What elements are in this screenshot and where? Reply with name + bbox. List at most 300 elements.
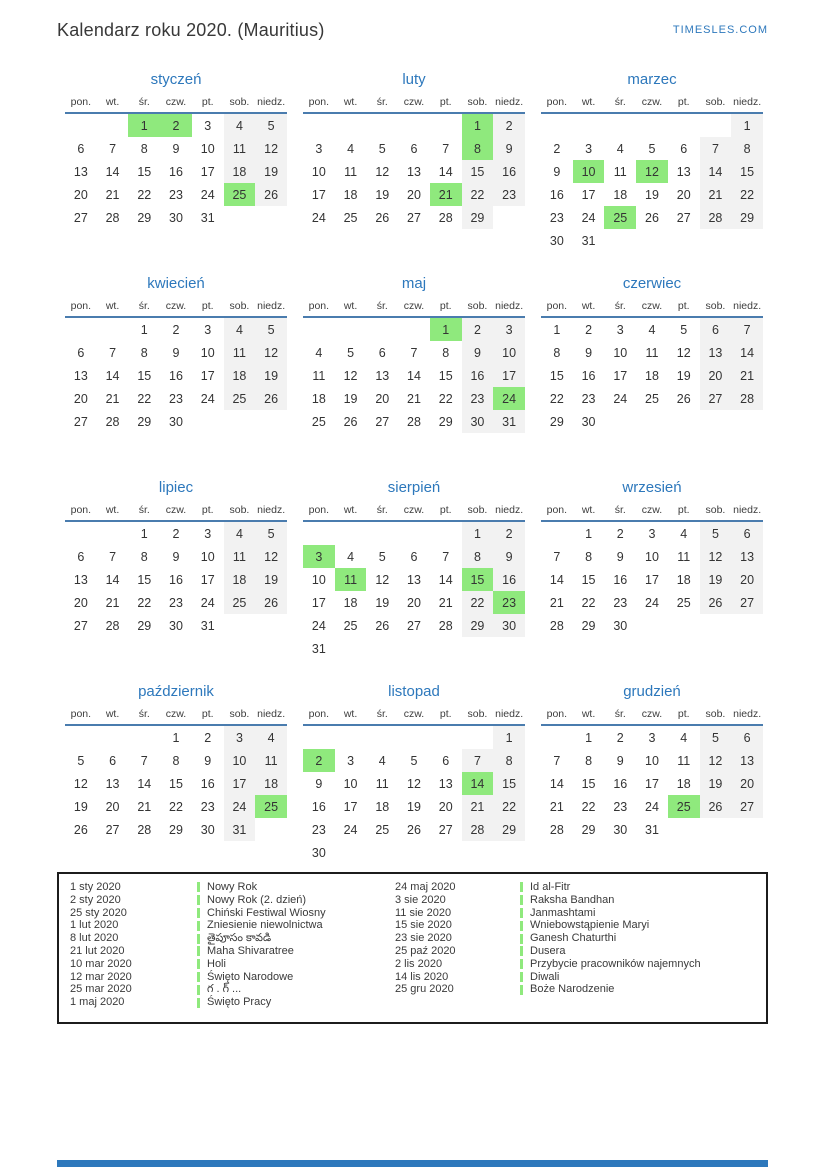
day-cell: 10 xyxy=(311,572,326,587)
day-cell: 26 xyxy=(676,391,691,406)
weekday-label: czw. xyxy=(165,96,187,108)
month-title[interactable]: listopad xyxy=(388,683,440,700)
empty-day-cell xyxy=(97,637,129,660)
day-cell: 21 xyxy=(137,799,152,814)
legend-holiday-name: Raksha Bandhan xyxy=(530,893,615,906)
day-cell: 15 xyxy=(462,160,494,183)
empty-day-cell xyxy=(65,229,97,252)
month-7 xyxy=(65,478,287,660)
weekday-label: pt. xyxy=(677,504,690,516)
empty-day-cell xyxy=(160,433,192,456)
day-cell: 15 xyxy=(549,368,564,383)
day-cell: 1 xyxy=(172,730,180,745)
holiday-marker-bar xyxy=(197,959,200,969)
day-cell: 18 xyxy=(645,368,659,383)
holiday-day-cell: 1 xyxy=(128,114,160,137)
legend-holiday-name: Holi xyxy=(207,957,226,970)
legend-date: 14 lis 2020 xyxy=(395,970,449,983)
day-cell: 29 xyxy=(493,818,525,841)
empty-day-cell xyxy=(303,726,335,749)
day-cell: 29 xyxy=(137,414,152,429)
legend-entry xyxy=(395,919,762,932)
month-title[interactable]: marzec xyxy=(627,71,677,88)
empty-day-cell xyxy=(541,433,573,456)
day-cell: 22 xyxy=(493,795,525,818)
holiday-marker-bar xyxy=(520,985,523,995)
day-cell: 17 xyxy=(581,187,596,202)
day-cell: 16 xyxy=(169,164,183,179)
weekday-label: wt. xyxy=(581,504,596,516)
day-cell: 5 xyxy=(648,141,656,156)
empty-day-cell xyxy=(604,114,636,137)
day-cell: 3 xyxy=(493,318,525,341)
day-cell: 15 xyxy=(169,776,183,791)
legend-holiday-name: Diwali xyxy=(530,970,560,983)
empty-day-cell xyxy=(573,841,605,864)
empty-day-cell xyxy=(255,637,287,660)
empty-day-cell xyxy=(192,841,224,864)
day-cell: 17 xyxy=(613,368,628,383)
day-cell: 28 xyxy=(700,206,732,229)
legend-date: 1 lut 2020 xyxy=(70,919,119,932)
weekday-label: wt. xyxy=(581,300,596,312)
weekday-label: pon. xyxy=(308,300,330,312)
day-cell: 30 xyxy=(169,618,183,633)
empty-day-cell xyxy=(128,637,160,660)
day-cell: 11 xyxy=(677,753,691,768)
empty-day-cell xyxy=(128,433,160,456)
empty-day-cell xyxy=(224,637,256,660)
day-cell: 30 xyxy=(462,410,494,433)
day-cell: 27 xyxy=(407,618,421,633)
day-cell: 21 xyxy=(407,391,421,406)
day-cell: 7 xyxy=(109,345,117,360)
empty-day-cell xyxy=(97,726,129,749)
day-cell: 18 xyxy=(224,160,256,183)
day-cell: 19 xyxy=(343,391,358,406)
weekday-label: niedz. xyxy=(257,96,286,108)
day-cell: 9 xyxy=(493,137,525,160)
day-cell: 26 xyxy=(73,822,88,837)
day-cell: 18 xyxy=(375,799,390,814)
day-cell: 22 xyxy=(137,595,152,610)
holiday-day-cell: 1 xyxy=(462,114,494,137)
day-cell: 7 xyxy=(109,549,117,564)
day-cell: 4 xyxy=(224,522,256,545)
day-cell: 29 xyxy=(462,206,494,229)
day-cell: 6 xyxy=(442,753,450,768)
month-days xyxy=(65,318,287,456)
weekday-label: sob. xyxy=(229,300,250,312)
legend-entry xyxy=(70,894,395,907)
day-cell: 17 xyxy=(224,772,256,795)
weekday-label: śr. xyxy=(614,504,626,516)
weekday-label: pon. xyxy=(308,708,330,720)
weekday-label: wt. xyxy=(343,708,358,720)
day-cell: 9 xyxy=(616,753,624,768)
day-cell: 4 xyxy=(315,345,323,360)
day-cell: 19 xyxy=(645,187,659,202)
day-cell: 27 xyxy=(731,591,763,614)
legend-holiday xyxy=(520,945,565,958)
weekday-label: czw. xyxy=(165,300,187,312)
day-cell: 19 xyxy=(676,368,691,383)
weekday-label: pt. xyxy=(201,708,214,720)
day-cell: 15 xyxy=(581,776,596,791)
holiday-day-cell: 11 xyxy=(335,568,367,591)
day-cell: 10 xyxy=(493,341,525,364)
day-cell: 24 xyxy=(200,391,215,406)
holiday-day-cell: 3 xyxy=(303,545,335,568)
day-cell: 19 xyxy=(375,187,390,202)
day-cell: 30 xyxy=(169,414,183,429)
day-cell: 17 xyxy=(200,164,215,179)
day-cell: 21 xyxy=(105,595,120,610)
day-cell: 31 xyxy=(200,618,215,633)
holiday-marker-bar xyxy=(520,972,523,982)
empty-day-cell xyxy=(668,841,700,864)
day-cell: 29 xyxy=(731,206,763,229)
day-cell: 6 xyxy=(378,345,386,360)
legend-date: 25 sty 2020 xyxy=(70,906,127,919)
day-cell: 3 xyxy=(224,726,256,749)
month-title[interactable]: maj xyxy=(401,275,427,292)
month-title[interactable]: luty xyxy=(402,71,426,88)
day-cell: 20 xyxy=(438,799,453,814)
empty-day-cell xyxy=(573,637,605,660)
legend-holiday-name: Chiński Festiwal Wiosny xyxy=(207,906,326,919)
empty-day-cell xyxy=(668,433,700,456)
empty-day-cell xyxy=(541,522,573,545)
day-cell: 8 xyxy=(585,549,593,564)
day-cell: 30 xyxy=(581,414,596,429)
legend-holiday xyxy=(197,983,241,996)
empty-day-cell xyxy=(668,114,700,137)
empty-day-cell xyxy=(700,818,732,841)
empty-day-cell xyxy=(97,841,129,864)
empty-day-cell xyxy=(335,318,367,341)
holiday-day-cell: 2 xyxy=(303,749,335,772)
day-cell: 18 xyxy=(224,568,256,591)
day-cell: 4 xyxy=(347,549,355,564)
day-cell: 26 xyxy=(255,387,287,410)
empty-day-cell xyxy=(398,318,430,341)
empty-day-cell xyxy=(224,410,256,433)
day-cell: 19 xyxy=(700,772,732,795)
day-cell: 24 xyxy=(224,795,256,818)
day-cell: 15 xyxy=(438,368,453,383)
empty-day-cell xyxy=(97,114,129,137)
day-cell: 23 xyxy=(311,822,326,837)
day-cell: 4 xyxy=(616,141,624,156)
day-cell: 22 xyxy=(438,391,453,406)
empty-day-cell xyxy=(366,522,398,545)
legend-entry xyxy=(395,971,762,984)
empty-day-cell xyxy=(604,410,636,433)
holiday-day-cell: 1 xyxy=(430,318,462,341)
empty-day-cell xyxy=(430,726,462,749)
weekday-label: pt. xyxy=(201,504,214,516)
day-cell: 23 xyxy=(169,595,183,610)
day-cell: 13 xyxy=(73,368,88,383)
legend-entry xyxy=(70,958,395,971)
month-3 xyxy=(541,70,763,252)
empty-day-cell xyxy=(366,841,398,864)
legend-date: 24 maj 2020 xyxy=(395,881,456,893)
empty-day-cell xyxy=(335,522,367,545)
weekday-label: pt. xyxy=(439,504,452,516)
empty-day-cell xyxy=(462,841,494,864)
legend-holiday xyxy=(197,958,226,971)
day-cell: 30 xyxy=(200,822,215,837)
empty-day-cell xyxy=(668,614,700,637)
day-cell: 15 xyxy=(137,368,152,383)
legend-holiday xyxy=(520,919,649,932)
weekday-label: niedz. xyxy=(495,96,524,108)
empty-day-cell xyxy=(430,114,462,137)
day-cell: 6 xyxy=(77,141,85,156)
day-cell: 14 xyxy=(105,368,120,383)
empty-day-cell xyxy=(160,637,192,660)
weekday-header-row xyxy=(65,300,287,318)
empty-day-cell xyxy=(65,841,97,864)
legend-date: 8 lut 2020 xyxy=(70,932,119,945)
day-cell: 28 xyxy=(731,387,763,410)
day-cell: 20 xyxy=(73,595,88,610)
day-cell: 3 xyxy=(315,141,323,156)
day-cell: 1 xyxy=(140,526,148,541)
day-cell: 11 xyxy=(255,749,287,772)
empty-day-cell xyxy=(160,841,192,864)
day-cell: 30 xyxy=(613,618,628,633)
legend-entry xyxy=(70,971,395,984)
day-cell: 26 xyxy=(255,591,287,614)
legend-entry xyxy=(395,983,762,996)
site-link[interactable]: TIMESLES.COM xyxy=(672,24,768,36)
day-cell: 17 xyxy=(645,572,659,587)
day-cell: 20 xyxy=(731,568,763,591)
day-cell: 24 xyxy=(200,187,215,202)
day-cell: 26 xyxy=(700,795,732,818)
weekday-label: wt. xyxy=(343,96,358,108)
day-cell: 8 xyxy=(493,749,525,772)
day-cell: 21 xyxy=(549,799,564,814)
empty-day-cell xyxy=(65,114,97,137)
weekday-label: śr. xyxy=(614,300,626,312)
weekday-header-row xyxy=(303,504,525,522)
legend-holiday xyxy=(197,907,326,920)
weekday-label: wt. xyxy=(105,96,120,108)
day-cell: 23 xyxy=(613,595,628,610)
weekday-label: sob. xyxy=(229,708,250,720)
weekday-label: śr. xyxy=(614,708,626,720)
weekday-label: niedz. xyxy=(733,300,762,312)
day-cell: 31 xyxy=(311,641,326,656)
empty-day-cell xyxy=(668,410,700,433)
empty-day-cell xyxy=(636,433,668,456)
day-cell: 27 xyxy=(676,210,691,225)
day-cell: 21 xyxy=(700,183,732,206)
day-cell: 8 xyxy=(442,345,450,360)
month-title[interactable]: czerwiec xyxy=(622,275,682,292)
day-cell: 10 xyxy=(224,749,256,772)
empty-day-cell xyxy=(731,637,763,660)
legend-entry xyxy=(70,919,395,932)
day-cell: 4 xyxy=(347,141,355,156)
day-cell: 16 xyxy=(613,572,628,587)
day-cell: 8 xyxy=(553,345,561,360)
empty-day-cell xyxy=(541,637,573,660)
day-cell: 15 xyxy=(137,572,152,587)
legend-holiday xyxy=(197,996,271,1009)
month-title[interactable]: październik xyxy=(138,683,214,700)
empty-day-cell xyxy=(493,229,525,252)
day-cell: 18 xyxy=(224,364,256,387)
weekday-label: sob. xyxy=(229,504,250,516)
empty-day-cell xyxy=(398,114,430,137)
empty-day-cell xyxy=(462,433,494,456)
day-cell: 6 xyxy=(700,318,732,341)
empty-day-cell xyxy=(335,433,367,456)
day-cell: 1 xyxy=(585,730,593,745)
holiday-day-cell: 14 xyxy=(462,772,494,795)
day-cell: 13 xyxy=(731,749,763,772)
legend-holiday xyxy=(520,983,614,996)
empty-day-cell xyxy=(65,726,97,749)
empty-day-cell xyxy=(335,114,367,137)
empty-day-cell xyxy=(160,229,192,252)
day-cell: 7 xyxy=(109,141,117,156)
day-cell: 2 xyxy=(462,318,494,341)
holiday-marker-bar xyxy=(197,921,200,931)
day-cell: 26 xyxy=(407,822,421,837)
empty-day-cell xyxy=(700,637,732,660)
day-cell: 3 xyxy=(204,118,212,133)
month-1 xyxy=(65,70,287,252)
empty-day-cell xyxy=(128,229,160,252)
day-cell: 7 xyxy=(553,549,561,564)
empty-day-cell xyxy=(668,229,700,252)
day-cell: 19 xyxy=(375,595,390,610)
day-cell: 17 xyxy=(311,187,326,202)
day-cell: 27 xyxy=(700,387,732,410)
legend-date: 1 maj 2020 xyxy=(70,996,125,1009)
empty-day-cell xyxy=(541,726,573,749)
weekday-header-row xyxy=(303,300,525,318)
day-cell: 30 xyxy=(169,210,183,225)
legend-date: 25 mar 2020 xyxy=(70,983,132,996)
legend-date: 3 sie 2020 xyxy=(395,893,446,906)
legend-column-right xyxy=(395,881,762,1009)
day-cell: 9 xyxy=(616,549,624,564)
holiday-legend xyxy=(57,872,768,1024)
weekday-header-row xyxy=(65,96,287,114)
day-cell: 14 xyxy=(438,164,453,179)
day-cell: 10 xyxy=(200,345,215,360)
day-cell: 22 xyxy=(581,799,596,814)
weekday-label: sob. xyxy=(705,708,726,720)
weekday-label: sob. xyxy=(229,96,250,108)
day-cell: 22 xyxy=(137,187,152,202)
month-title[interactable]: kwiecień xyxy=(147,275,205,292)
day-cell: 29 xyxy=(137,210,152,225)
day-cell: 9 xyxy=(172,345,180,360)
legend-entry xyxy=(70,996,395,1009)
day-cell: 18 xyxy=(343,187,358,202)
day-cell: 7 xyxy=(553,753,561,768)
empty-day-cell xyxy=(731,614,763,637)
day-cell: 25 xyxy=(343,210,358,225)
legend-date: 25 gru 2020 xyxy=(395,983,454,996)
month-title[interactable]: sierpień xyxy=(387,479,441,496)
weekday-label: śr. xyxy=(138,504,150,516)
day-cell: 26 xyxy=(645,210,659,225)
header xyxy=(57,20,768,41)
day-cell: 13 xyxy=(676,164,691,179)
legend-holiday-name: Święto Pracy xyxy=(207,996,272,1009)
legend-holiday xyxy=(197,919,323,932)
legend-holiday xyxy=(520,932,616,945)
day-cell: 2 xyxy=(616,526,624,541)
empty-day-cell xyxy=(700,433,732,456)
day-cell: 16 xyxy=(581,368,596,383)
day-cell: 30 xyxy=(549,233,564,248)
empty-day-cell xyxy=(398,726,430,749)
day-cell: 25 xyxy=(224,591,256,614)
empty-day-cell xyxy=(604,433,636,456)
month-title[interactable]: lipiec xyxy=(158,479,194,496)
day-cell: 12 xyxy=(700,545,732,568)
day-cell: 17 xyxy=(343,799,358,814)
day-cell: 5 xyxy=(77,753,85,768)
weekday-label: czw. xyxy=(641,96,663,108)
weekday-label: sob. xyxy=(467,708,488,720)
weekday-label: czw. xyxy=(641,300,663,312)
holiday-marker-bar xyxy=(520,908,523,918)
day-cell: 18 xyxy=(343,595,358,610)
weekday-label: pon. xyxy=(546,300,568,312)
day-cell: 2 xyxy=(493,114,525,137)
day-cell: 12 xyxy=(255,545,287,568)
month-title[interactable]: styczeń xyxy=(150,71,202,88)
holiday-day-cell: 24 xyxy=(493,387,525,410)
legend-entry xyxy=(70,932,395,945)
month-title[interactable]: grudzień xyxy=(623,683,681,700)
day-cell: 6 xyxy=(410,141,418,156)
empty-day-cell xyxy=(700,841,732,864)
empty-day-cell xyxy=(398,522,430,545)
month-days xyxy=(303,114,525,252)
empty-day-cell xyxy=(636,637,668,660)
day-cell: 27 xyxy=(73,414,88,429)
legend-holiday xyxy=(520,958,701,971)
holiday-marker-bar xyxy=(197,934,200,944)
day-cell: 22 xyxy=(549,391,564,406)
day-cell: 21 xyxy=(731,364,763,387)
empty-day-cell xyxy=(731,818,763,841)
day-cell: 29 xyxy=(169,822,183,837)
month-title[interactable]: wrzesień xyxy=(622,479,682,496)
empty-day-cell xyxy=(192,433,224,456)
day-cell: 27 xyxy=(731,795,763,818)
legend-entry xyxy=(70,907,395,920)
holiday-marker-bar xyxy=(197,895,200,905)
day-cell: 8 xyxy=(462,545,494,568)
day-cell: 9 xyxy=(553,164,561,179)
weekday-header-row xyxy=(65,708,287,726)
weekday-header-row xyxy=(541,300,763,318)
day-cell: 8 xyxy=(172,753,180,768)
